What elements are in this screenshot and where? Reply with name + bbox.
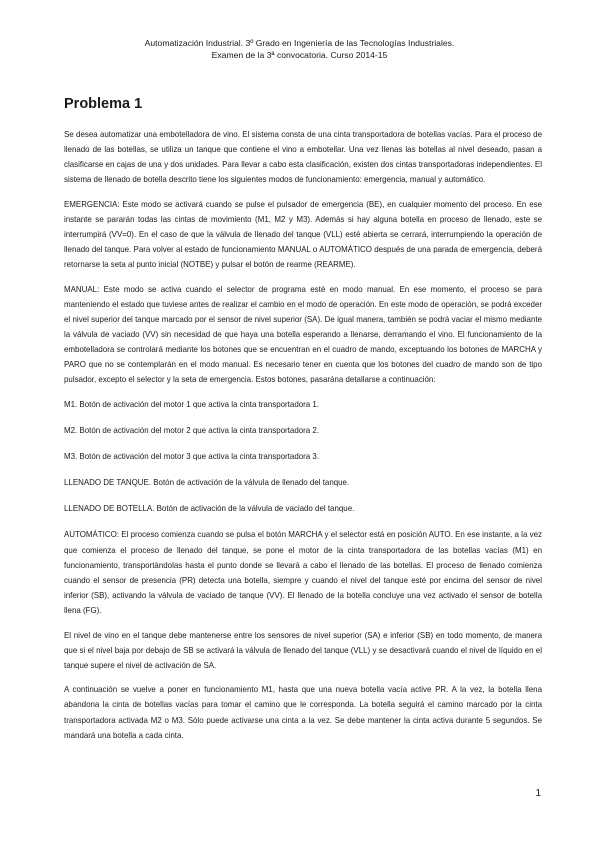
document-body: [64, 127, 542, 752]
bottle-fill-button-description: LLENADO DE BOTELLA. Botón de activación de la válvula de vaciado del tanque.: [64, 504, 355, 514]
emergency-mode-paragraph: EMERGENCIA: Este modo se activará cuando se pulse el pulsador de emergencia (BE), en cualquier momento del proceso. En ese instante se pararán todas las cintas de movimiento (M1, M2 y M3). Además si hay alguna botella en proceso de llenado, este se interrumpirá (VV=0). En el caso de que la válvula de llenado del tanque (VLL) esté abierta se cerrará, interrumpiendo la operación de llenado del tanque. Para volver al estado de funcionamiento MANUAL o AUTOMÁTICO después de una parada de emergencia, deberá retornarse la seta al punto inicial (NOTBE) y pulsar el botón de rearme (REARME).: [64, 199, 542, 270]
header-line-1: Automatización Industrial. 3º Grado en Ingeniería de las Tecnologías Industriales.: [144, 38, 455, 48]
continuation-paragraph: A continuación se vuelve a poner en funcionamiento M1, hasta que una nueva botella vacía active PR. A la vez, la botella llena abandona la cinta de botellas vacías para tomar el camino que le corresponda. La botella seguirá el camino marcado por la cinta transportadora activada M2 o M3. Sólo puede activarse una cinta a la vez. Se debe mantener la cinta activa durante 5 segundos. Se mandará una botella a cada cinta.: [64, 685, 542, 740]
page-number: 1: [535, 788, 541, 799]
button-m1-description: M1. Botón de activación del motor 1 que activa la cinta transportadora 1.: [64, 400, 320, 409]
manual-mode-paragraph: MANUAL: Este modo se activa cuando el selector de programa esté en modo manual. En ese momento, el proceso se para manteniendo el estado que tuviese antes de realizar el cambio en el modo de operación. En este modo de operación, se podrá exceder el nivel superior del tanque marcado por el sensor de nivel superior (SA). De igual manera, también se podrá vaciar el mismo mediante la válvula de vaciado (VV) sin necesidad de que haya una botella esperando a llenarse, derramando el vino. El funcionamiento de la embotelladora se controlará mediante los botones que se encuentran en el cuadro de mando, exceptuando los botones de MARCHA y PARO que no se contemplarán en el modo manual. Es necesario tener en cuenta que los botones del cuadro de mando son de tipo pulsador, excepto el selector y la seta de emergencia. Estos botones, pasarána detallarse a continuación:: [64, 284, 542, 385]
header-line-2: Examen de la 3ª convocatoria. Curso 2014-15: [211, 50, 388, 60]
problem-title: Problema 1: [64, 96, 143, 112]
button-m2-description: M2. Botón de activación del motor 2 que activa la cinta transportadora 2.: [64, 426, 320, 436]
wine-level-paragraph: El nivel de vino en el tanque debe mantenerse entre los sensores de nivel superior (SA) e inferior (SB) en todo momento, de manera que si el nivel baja por debajo de SB se activará la válvula de llenado del tanque (VLL) y se desactivará cuando el nivel de líquido en el tanque supere el nivel de activación de SA.: [64, 630, 542, 670]
page-header: [0, 37, 599, 61]
button-m3-description: M3. Botón de activación del motor 3 que activa la cinta transportadora 3.: [64, 452, 320, 462]
automatic-mode-paragraph: AUTOMÁTICO: El proceso comienza cuando se pulsa el botón MARCHA y el selector está en posición AUTO. En ese instante, a la vez que comienza el proceso de llenado del tanque, se pone el motor de la cinta transportadora de las botellas vacías (M1) en funcionamiento, transportándolas hasta el punto donde se llevará a cabo el llenado de las botellas. El proceso de llenado comienza cuando el sensor de presencia (PR) detecta una botella, siempre y cuando el nivel del tanque esté por encima del sensor de nivel inferior (SB), activando la válvula de vaciado de tanque (VV). El llenado de la botella concluye una vez activado el sensor de botella llena (FG).: [64, 530, 542, 615]
intro-paragraph: Se desea automatizar una embotelladora de vino. El sistema consta de una cinta transportadora de botellas vacías. Para el proceso de llenado de las botellas, se utiliza un tanque que contiene el vino a embotellar. Una vez llenas las botellas al nivel deseado, pasan a clasificarse en cajas de una y dos unidades. Para llevar a cabo esta clasificación, existen dos cintas transportadoras independientes. El sistema de llenado de botella descrito tiene los siguientes modos de funcionamiento: emergencia, manual y automático.: [64, 130, 542, 185]
tank-fill-button-description: LLENADO DE TANQUE. Botón de activación de la válvula de llenado del tanque.: [64, 478, 350, 488]
